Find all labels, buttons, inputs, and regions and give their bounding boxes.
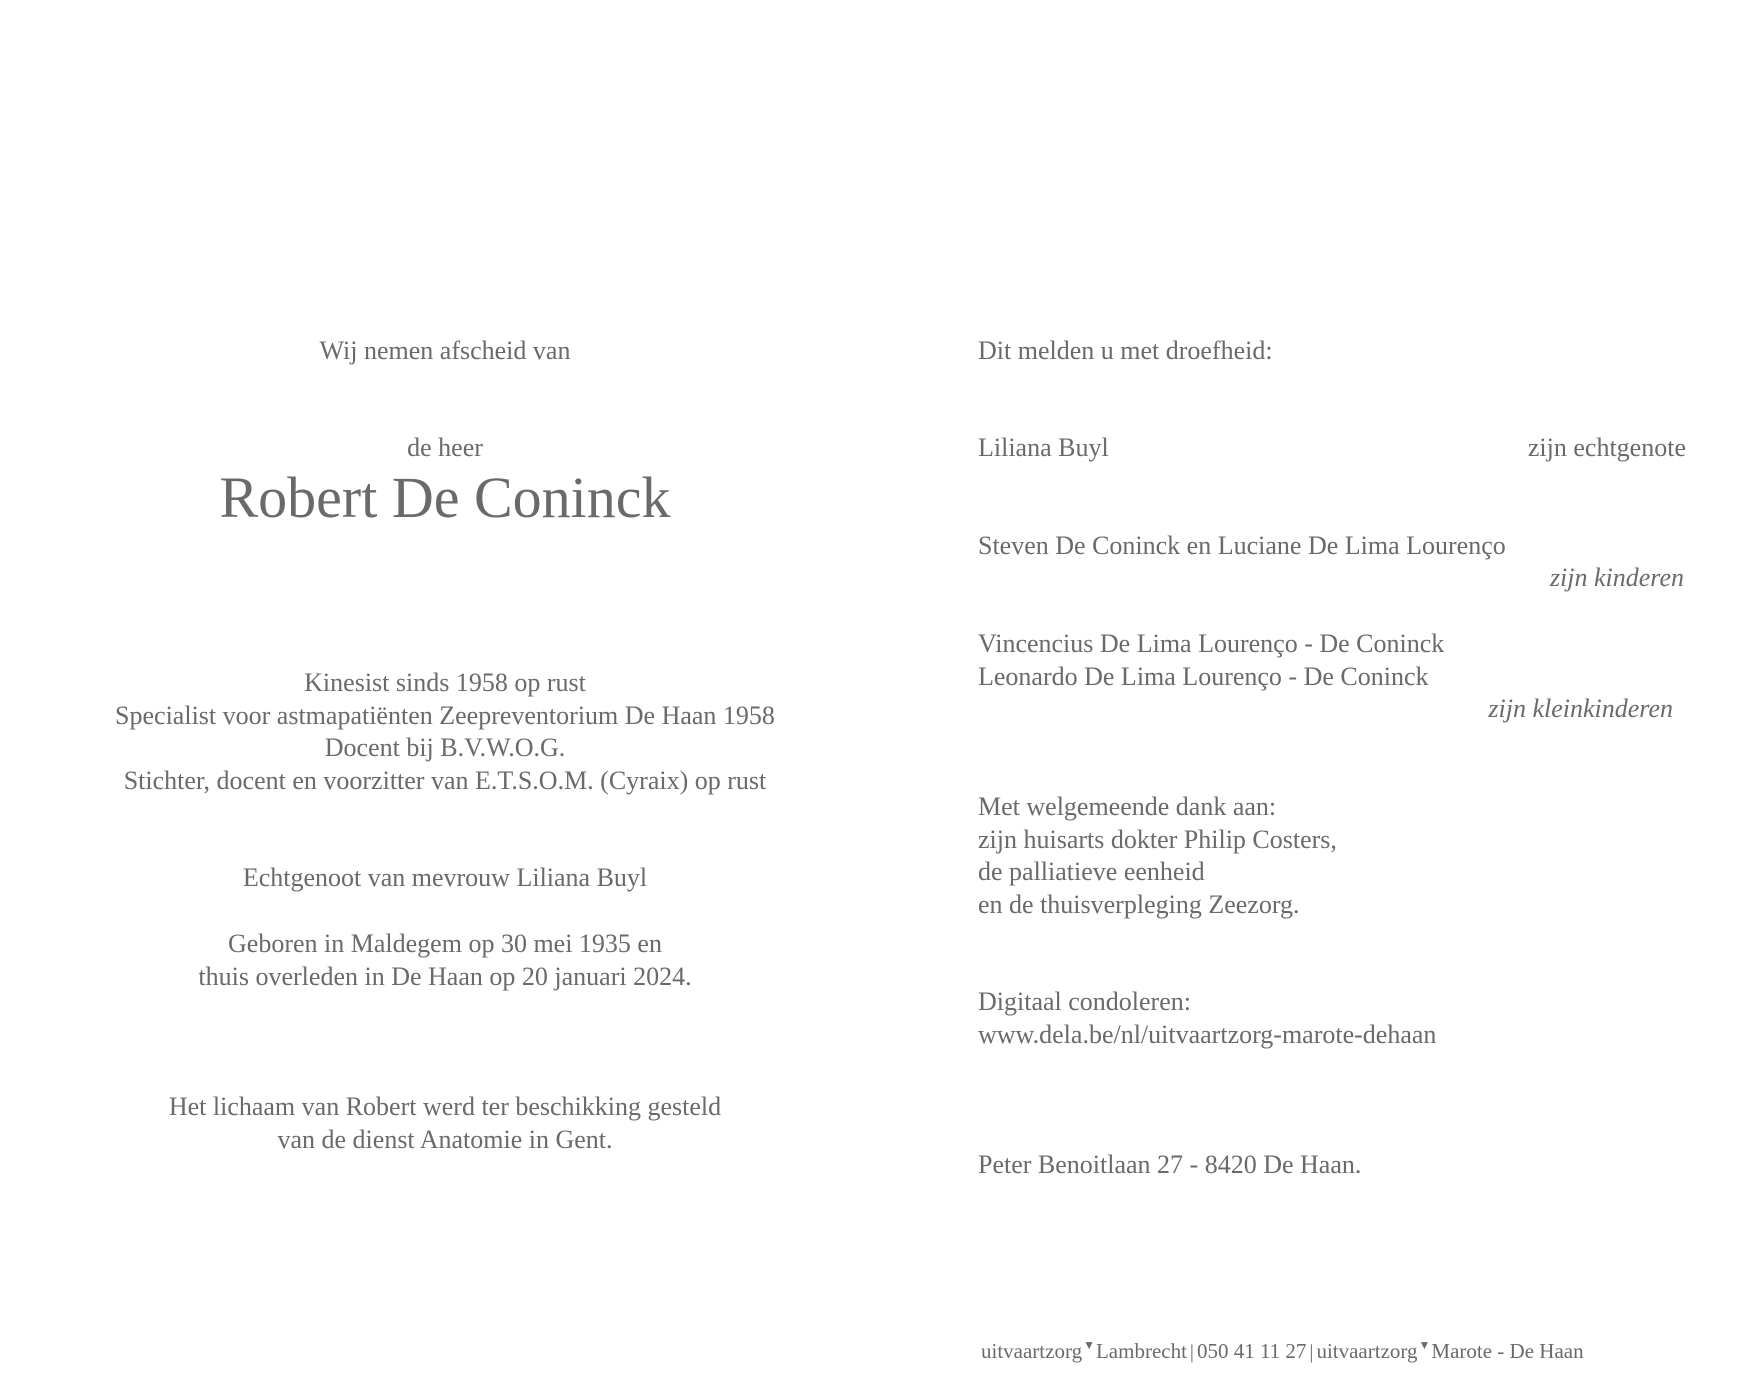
body-donation-line: van de dienst Anatomie in Gent. [277,1125,613,1154]
family-name: Leonardo De Lima Lourenço - De Coninck [978,662,1429,691]
phone-number: 050 41 11 27 [1196,1339,1307,1363]
career-line: Stichter, docent en voorzitter van E.T.S.O.M. (Cyraix) op rust [123,766,767,795]
thanks-line: de palliatieve eenheid [978,857,1205,886]
intro-text: Wij nemen afscheid van [319,336,571,365]
brand-marote: Marote - De Haan [1431,1339,1584,1363]
brand-uitvaartzorg: uitvaartzorg [1316,1339,1418,1363]
address-text: Peter Benoitlaan 27 - 8420 De Haan. [978,1150,1362,1179]
family-name: Vincencius De Lima Lourenço - De Coninck [978,629,1445,658]
career-line: Kinesist sinds 1958 op rust [304,668,586,697]
separator: | [1189,1341,1194,1363]
thanks-line: Met welgemeende dank aan: [978,792,1277,821]
funeral-home-footer [981,1332,1584,1365]
body-donation-line: Het lichaam van Robert werd ter beschikking gesteld [168,1092,722,1121]
announce-text: Dit melden u met droefheid: [978,336,1273,365]
career-line: Specialist voor astmapatiënten Zeepreventorium De Haan 1958 [115,701,775,730]
deceased-name: Robert De Coninck [219,465,671,530]
condolence-link[interactable]: www.dela.be/nl/uitvaartzorg-marote-dehaan [978,1020,1437,1049]
spouse-line: Echtgenoot van mevrouw Liliana Buyl [242,863,648,892]
family-relation: zijn echtgenote [1527,433,1686,462]
brand-uitvaartzorg: uitvaartzorg [981,1339,1083,1363]
career-line: Docent bij B.V.W.O.G. [324,733,566,762]
brand-lambrecht: Lambrecht [1095,1339,1187,1363]
birth-line: Geboren in Maldegem op 30 mei 1935 en [228,929,662,958]
triangle-icon: ▼ [1418,1338,1431,1352]
family-name: Liliana Buyl [978,433,1109,462]
family-relation: zijn kleinkinderen [1488,694,1673,723]
family-name: Steven De Coninck en Luciane De Lima Lourenço [978,531,1506,560]
thanks-line: zijn huisarts dokter Philip Costers, [978,825,1337,854]
condolence-label: Digitaal condoleren: [978,987,1191,1016]
death-line: thuis overleden in De Haan op 20 januari 2024. [198,962,692,991]
family-relation: zijn kinderen [1549,563,1684,592]
title-prefix: de heer [407,433,483,462]
separator: | [1309,1341,1314,1363]
thanks-line: en de thuisverpleging Zeezorg. [978,890,1300,919]
triangle-icon: ▼ [1083,1338,1095,1352]
